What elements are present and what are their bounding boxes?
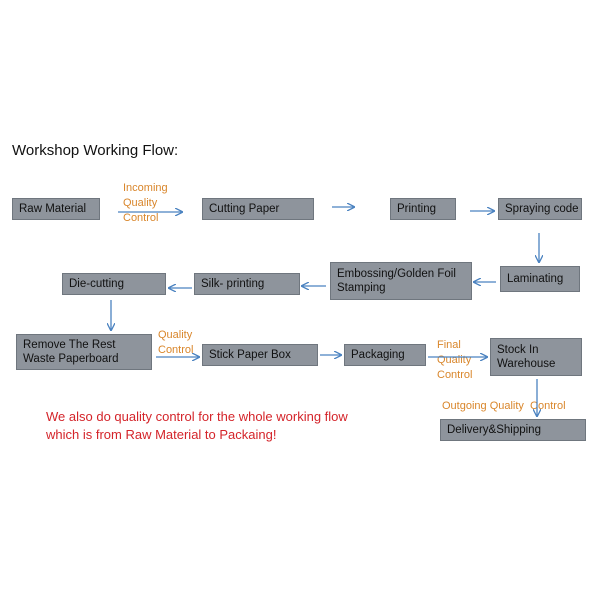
step-cutting-paper: Cutting Paper [202,198,314,220]
step-embossing: Embossing/Golden Foil Stamping [330,262,472,300]
final-qc-label-line1: Final [437,339,461,351]
final-qc-label-line3: Control [437,369,473,381]
quality-note-line2: which is from Raw Material to Packaing! [46,427,277,442]
outgoing-qc-label: Outgoing Quality Control [442,400,566,412]
quality-note-line1: We also do quality control for the whole working flow [46,409,348,424]
incoming-qc-label-line3: Control [123,212,159,224]
step-printing: Printing [390,198,456,220]
step-laminating: Laminating [500,266,580,292]
qc-label-line1: Quality [158,329,193,341]
qc-label-line2: Control [158,344,194,356]
step-stock-warehouse: Stock In Warehouse [490,338,582,376]
step-packaging: Packaging [344,344,426,366]
step-delivery-shipping: Delivery&Shipping [440,419,586,441]
step-spraying-code: Spraying code [498,198,582,220]
quality-note [46,408,348,444]
step-raw-material: Raw Material [12,198,100,220]
step-remove-waste: Remove The Rest Waste Paperboard [16,334,152,370]
incoming-qc-label-line1: Incoming [123,182,168,194]
diagram-title: Workshop Working Flow: [12,142,179,159]
step-silk-printing: Silk- printing [194,273,300,295]
incoming-qc-label-line2: Quality [123,197,158,209]
step-stick-paper-box: Stick Paper Box [202,344,318,366]
step-die-cutting: Die-cutting [62,273,166,295]
final-qc-label-line2: Quality [437,354,472,366]
